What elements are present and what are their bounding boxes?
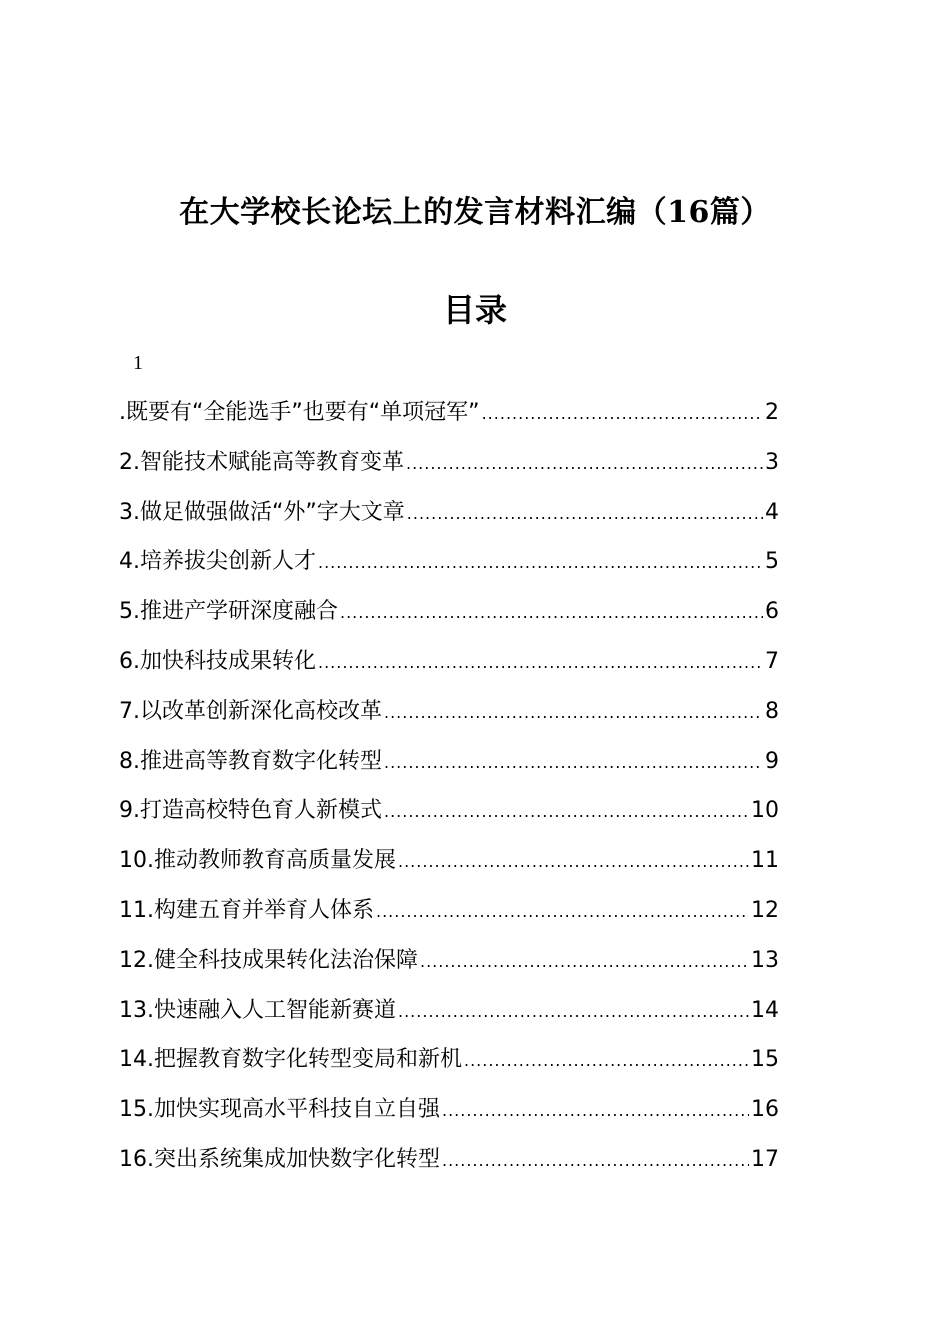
stray-page-number: 1 [133, 352, 143, 374]
toc-entry[interactable] [119, 440, 779, 490]
toc-entry[interactable] [119, 1037, 779, 1087]
toc-entry-label: 8.推进高等教育数字化转型 [119, 748, 382, 774]
toc-dot-leader [442, 1138, 749, 1184]
toc-entry-page: 17 [751, 1146, 779, 1172]
toc-entry[interactable] [119, 739, 779, 789]
toc-dot-leader [318, 540, 763, 586]
toc-entry-label: 3.做足做强做活“外”字大文章 [119, 499, 405, 525]
toc-entry-page: 15 [751, 1047, 779, 1073]
toc-entry-page: 2 [765, 400, 779, 425]
toc-entry-label: 7.以改革创新深化高校改革 [119, 698, 382, 724]
toc-entry[interactable] [119, 938, 779, 988]
toc-dot-leader [420, 939, 749, 985]
toc-entry[interactable] [119, 1087, 779, 1137]
toc-dot-leader [442, 1088, 749, 1134]
toc-entry[interactable] [119, 1137, 779, 1187]
toc-dot-leader [318, 640, 763, 686]
toc-entry-page: 6 [765, 599, 779, 625]
toc-entry-page: 16 [751, 1097, 779, 1123]
toc-heading: 目录 [442, 291, 507, 329]
table-of-contents [119, 390, 779, 1187]
toc-entry-label: 15.加快实现高水平科技自立自强 [119, 1097, 440, 1123]
toc-entry[interactable] [119, 490, 779, 540]
toc-entry-label: 13.快速融入人工智能新赛道 [119, 997, 396, 1023]
toc-entry-label: 2.智能技术赋能高等教育变革 [119, 449, 404, 475]
toc-dot-leader [384, 789, 749, 835]
toc-entry[interactable] [119, 589, 779, 639]
toc-entry-page: 14 [751, 997, 779, 1023]
toc-entry[interactable] [119, 888, 779, 938]
toc-entry[interactable] [119, 539, 779, 589]
toc-dot-leader [384, 740, 763, 786]
toc-dot-leader [376, 889, 749, 935]
toc-entry-page: 11 [751, 848, 779, 874]
toc-entry-label: 12.健全科技成果转化法治保障 [119, 947, 418, 973]
toc-entry-label: 16.突出系统集成加快数字化转型 [119, 1146, 440, 1172]
toc-entry-page: 3 [765, 449, 779, 475]
toc-dot-leader [482, 391, 763, 437]
toc-dot-leader [398, 989, 749, 1035]
toc-entry-page: 7 [765, 648, 779, 674]
toc-entry-label: 9.打造高校特色育人新模式 [119, 798, 382, 824]
toc-entry-label: 11.构建五育并举育人体系 [119, 897, 374, 923]
toc-entry-page: 13 [751, 947, 779, 973]
toc-entry-label: 10.推动教师教育高质量发展 [119, 848, 396, 874]
toc-entry[interactable] [119, 390, 779, 440]
toc-entry[interactable] [119, 988, 779, 1038]
toc-dot-leader [406, 441, 763, 487]
toc-entry[interactable] [119, 639, 779, 689]
toc-entry-page: 12 [751, 897, 779, 923]
toc-entry[interactable] [119, 838, 779, 888]
toc-entry[interactable] [119, 689, 779, 739]
toc-entry[interactable] [119, 788, 779, 838]
toc-entry-label: 5.推进产学研深度融合 [119, 599, 338, 625]
toc-dot-leader [407, 491, 763, 537]
toc-dot-leader [464, 1038, 749, 1084]
toc-dot-leader [398, 839, 749, 885]
toc-entry-label: .既要有“全能选手”也要有“单项冠军” [119, 400, 480, 425]
document-title: 在大学校长论坛上的发言材料汇编（16篇） [179, 195, 771, 230]
toc-entry-page: 9 [765, 748, 779, 774]
toc-entry-page: 4 [765, 499, 779, 525]
toc-entry-label: 14.把握教育数字化转型变局和新机 [119, 1047, 462, 1073]
toc-entry-label: 6.加快科技成果转化 [119, 648, 316, 674]
toc-entry-page: 10 [751, 798, 779, 824]
toc-dot-leader [340, 590, 763, 636]
toc-entry-label: 4.培养拔尖创新人才 [119, 549, 316, 575]
toc-dot-leader [384, 690, 763, 736]
toc-entry-page: 5 [765, 549, 779, 575]
toc-entry-page: 8 [765, 698, 779, 724]
